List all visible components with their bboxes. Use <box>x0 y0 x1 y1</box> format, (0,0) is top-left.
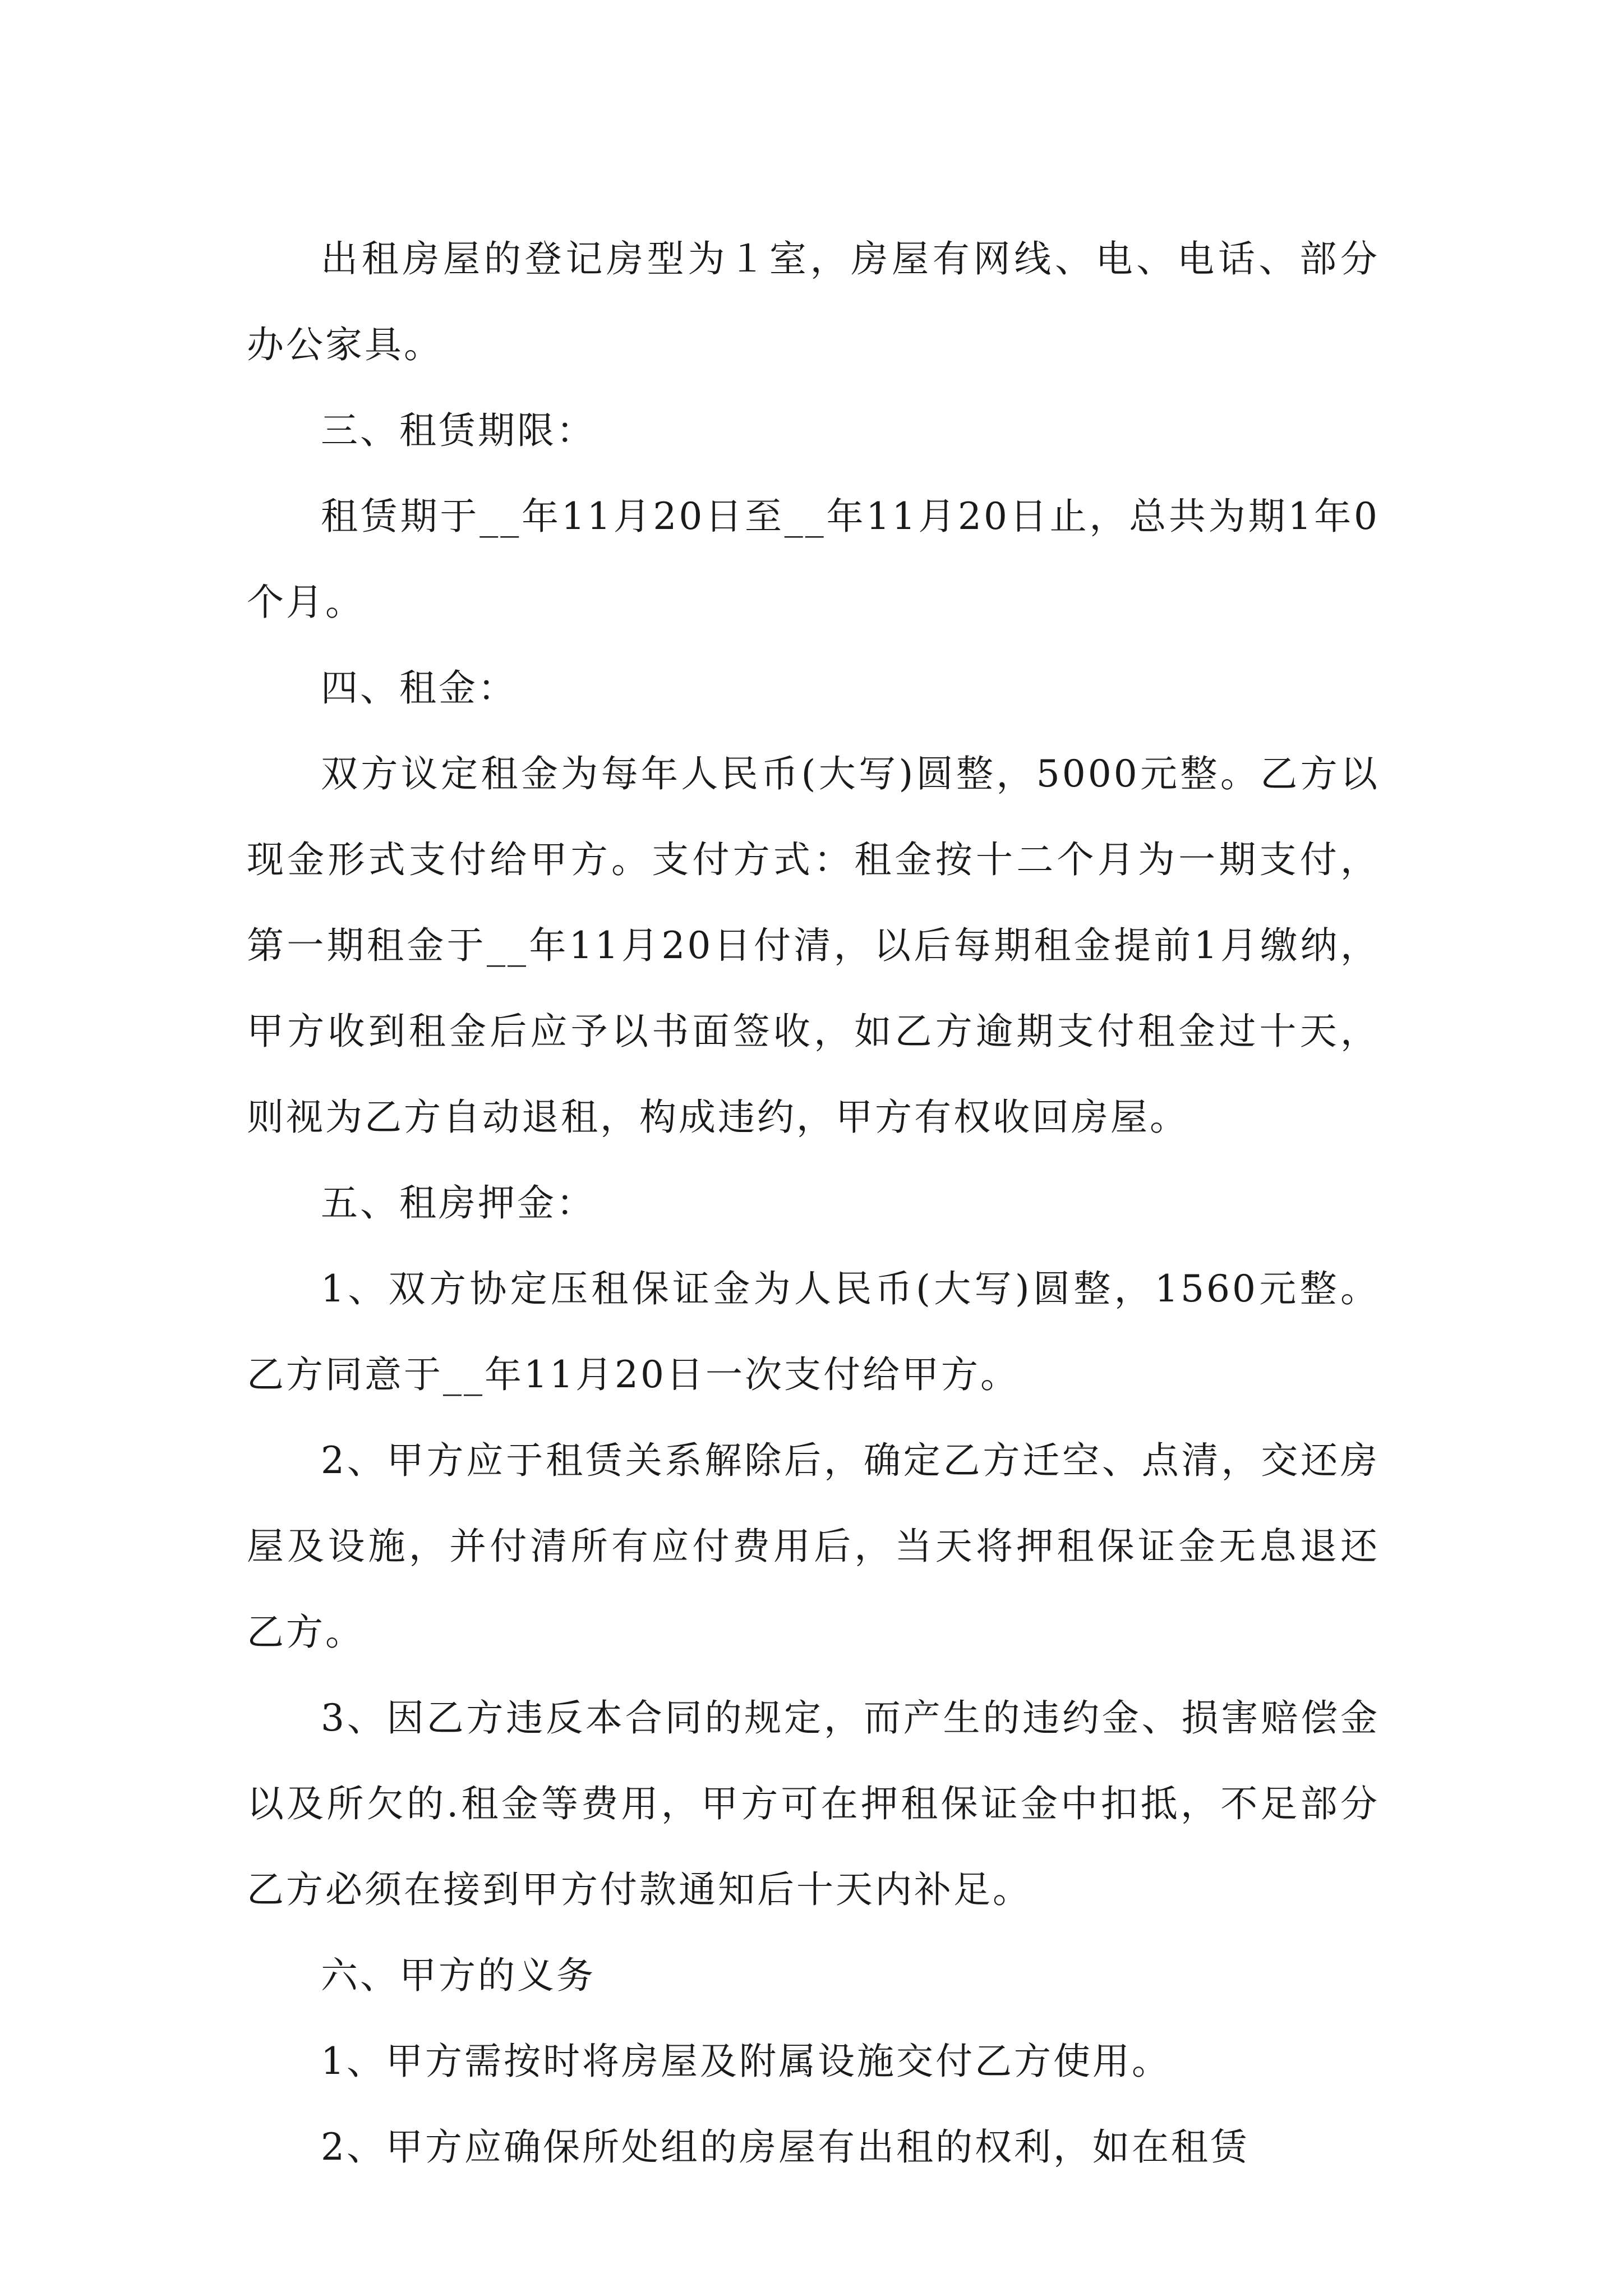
heading-landlord-obligations: 六、甲方的义务 <box>321 1954 596 1997</box>
paragraph-lease-term: 租赁期于__年11月20日至__年11月20日止，总共为期1年0个月。 <box>247 495 1380 624</box>
heading-lease-term: 三、租赁期限： <box>321 409 596 452</box>
paragraph-obligation-1: 1、甲方需按时将房屋及附属设施交付乙方使用。 <box>321 2040 1171 2083</box>
heading-rent: 四、租金： <box>321 666 517 710</box>
paragraph-obligation-2: 2、甲方应确保所处组的房屋有出租的权利，如在租赁 <box>321 2125 1249 2169</box>
paragraph-room-type: 出租房屋的登记房型为１室，房屋有网线、电、电话、部分办公家具。 <box>247 237 1380 366</box>
heading-deposit: 五、租房押金： <box>321 1181 596 1225</box>
document-body <box>247 216 1380 2190</box>
paragraph-deposit-1: 1、双方协定压租保证金为人民币(大写)圆整，1560元整。乙方同意于__年11月20日一次支付给甲方。 <box>247 1267 1380 1396</box>
paragraph-deposit-3: 3、因乙方违反本合同的规定，而产生的违约金、损害赔偿金以及所欠的.租金等费用，甲方可在押租保证金中扣抵，不足部分乙方必须在接到甲方付款通知后十天内补足。 <box>247 1696 1380 1911</box>
paragraph-rent: 双方议定租金为每年人民币(大写)圆整，5000元整。乙方以现金形式支付给甲方。支付方式：租金按十二个月为一期支付，第一期租金于__年11月20日付清，以后每期租金提前1月缴纳，甲方收到租金后应予以书面签收，如乙方逾期支付租金过十天，则视为乙方自动退租，构成违约，甲方有权收回房屋。 <box>247 752 1380 1139</box>
paragraph-deposit-2: 2、甲方应于租赁关系解除后，确定乙方迁空、点清，交还房屋及设施，并付清所有应付费用后，当天将押租保证金无息退还乙方。 <box>247 1439 1380 1654</box>
